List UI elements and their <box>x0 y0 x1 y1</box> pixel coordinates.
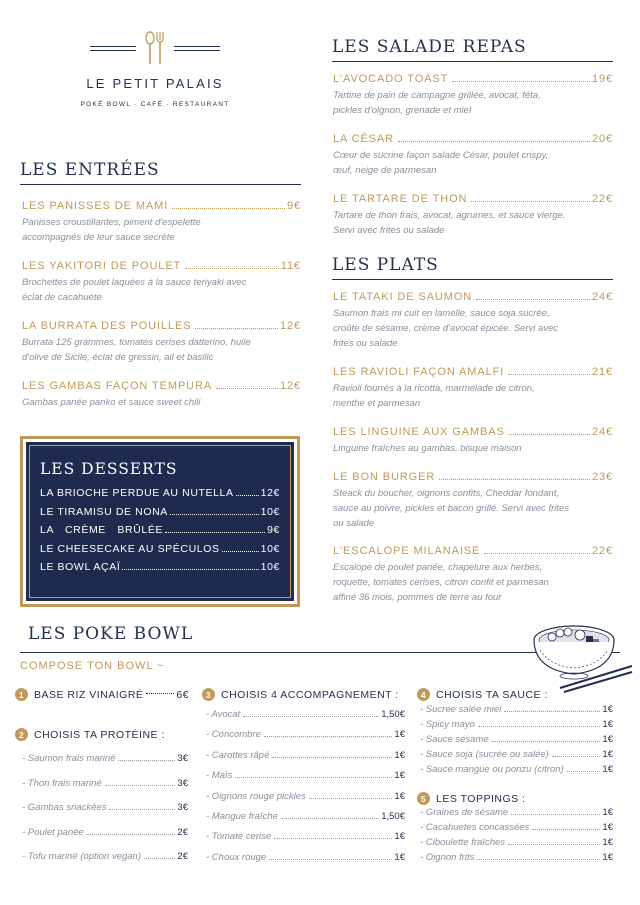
logo-rule-right <box>174 46 220 51</box>
option-price: 3€ <box>177 777 188 789</box>
dish-desc: Panisses croustillantes, piment d'espelette <box>22 217 201 228</box>
option-price: 3€ <box>177 753 188 764</box>
option-price: 1€ <box>602 734 613 745</box>
list-item <box>22 851 188 876</box>
dish-price: 12€ <box>279 380 301 392</box>
plat-item <box>333 545 613 605</box>
option-price: 1€ <box>394 831 405 843</box>
option-name: - Sauce soja (sucrée ou salée) <box>420 749 549 760</box>
salades-title: LES SALADE REPAS <box>332 37 613 62</box>
dish-price: 19€ <box>591 73 613 85</box>
toppings-list <box>420 807 613 867</box>
option-name: - Sucree salée miel <box>420 704 502 715</box>
dessert-item <box>40 543 280 562</box>
dish-desc: Linguine fraîches au gambas, bisque maison <box>333 443 522 454</box>
salade-item <box>333 193 613 238</box>
list-item <box>420 822 613 837</box>
option-name: - Oignons rouge pickles <box>206 790 306 802</box>
dish-price: 22€ <box>591 545 613 557</box>
dish-name: LE BON BURGER <box>333 471 436 483</box>
restaurant-name: LE PETIT PALAIS <box>86 76 224 91</box>
salade-item <box>333 73 613 118</box>
option-price: 1€ <box>394 770 405 782</box>
option-name: - Ciboulette fraîches <box>420 837 506 848</box>
dish-desc: Gambas panée panko et sauce sweet chili <box>22 397 201 408</box>
plat-item <box>333 291 613 351</box>
option-name: - Concombre <box>206 729 261 741</box>
option-price: 1€ <box>394 729 405 741</box>
dish-price: 22€ <box>591 193 613 205</box>
list-item <box>206 729 405 749</box>
poke-title: LES POKE BOWL <box>28 624 194 644</box>
plat-item <box>333 366 613 411</box>
option-price: 2€ <box>177 851 188 862</box>
step-label: BASE RIZ VINAIGRÉ <box>34 688 144 701</box>
dish-name: LE TATAKI DE SAUMON <box>333 291 473 303</box>
logo <box>60 30 250 108</box>
option-name: - Poulet panée <box>22 826 84 838</box>
step-label: CHOISIS 4 ACCOMPAGNEMENT : <box>221 688 399 701</box>
step-number: 4 <box>417 688 430 701</box>
list-item <box>206 831 405 851</box>
option-price: 1€ <box>394 851 405 863</box>
dish-price: 11€ <box>280 260 301 272</box>
dish-name: L'ESCALOPE MILANAISE <box>333 545 481 557</box>
option-price: 3€ <box>177 802 188 813</box>
dish-name: LE TARTARE DE THON <box>333 193 468 205</box>
option-price: 1€ <box>602 704 613 715</box>
dessert-item <box>40 506 280 525</box>
dish-price: 12€ <box>279 320 301 332</box>
option-price: 1€ <box>394 749 405 761</box>
dish-desc: œuf, neige de parmesan <box>333 165 437 176</box>
dessert-price: 12€ <box>260 487 280 499</box>
entree-item <box>22 260 301 305</box>
dish-desc: d'olive de Sicile, éclat de gressin, ail et basilic <box>22 352 214 363</box>
dish-desc: roquette, tomates cerises, citron confit et parmesan <box>333 577 549 588</box>
list-item <box>420 837 613 852</box>
option-price: 1,50€ <box>381 810 405 822</box>
entree-item <box>22 380 301 410</box>
dish-price: 24€ <box>591 426 613 438</box>
option-name: - Cacahuetes concassées <box>420 822 530 833</box>
dessert-price: 10€ <box>260 505 280 518</box>
option-price: 1€ <box>602 837 613 848</box>
dessert-item <box>40 524 280 543</box>
option-name: - Mangue fraîche <box>206 810 278 822</box>
option-price: 1€ <box>602 719 613 730</box>
step-label: LES TOPPINGS : <box>436 792 526 805</box>
option-name: - Sauce mangue ou ponzu (citron) <box>420 764 564 775</box>
option-price: 1€ <box>602 764 613 775</box>
desserts-title: LES DESSERTS <box>40 460 178 478</box>
option-price: 1€ <box>394 790 405 802</box>
step-number: 1 <box>15 688 28 701</box>
poke-step-toppings <box>417 792 525 805</box>
option-name: - Spicy mayo <box>420 719 475 730</box>
dish-price: 23€ <box>591 471 613 483</box>
list-item <box>206 770 405 790</box>
dessert-item <box>40 561 280 580</box>
poke-bowl-illustration <box>530 618 634 694</box>
dish-desc: sauce au poivre, pickles et bacon grillé. Servi avec frites <box>333 503 570 514</box>
option-name: - Oignon frits <box>420 852 475 863</box>
option-price: 1€ <box>602 807 613 818</box>
list-item <box>420 852 613 867</box>
option-price: 2€ <box>177 826 188 838</box>
dessert-item <box>40 487 280 506</box>
dessert-name: LE CHEESECAKE AU SPÉCULOS <box>40 542 220 555</box>
restaurant-tagline: POKÉ BOWL · CAFÉ · RESTAURANT <box>80 101 230 108</box>
dish-desc: Burrata 125 grammes, tomates cerises datterino, huile <box>22 337 251 348</box>
option-name: - Sauce sésame <box>420 734 489 745</box>
dish-name: LES RAVIOLI FAÇON AMALFI <box>333 366 505 378</box>
option-price: 1,50€ <box>381 709 405 720</box>
sauce-list <box>420 704 613 779</box>
dish-name: LA BURRATA DES POUILLES <box>22 320 192 332</box>
list-item <box>420 749 613 764</box>
dish-price: 20€ <box>591 133 613 145</box>
list-item <box>206 750 405 770</box>
option-name: - Saumon frais mariné <box>22 753 116 764</box>
step-label: CHOISIS TA PROTÉINE : <box>34 728 165 741</box>
step-number: 2 <box>15 728 28 741</box>
entrees-title: LES ENTRÉES <box>20 160 301 185</box>
dish-desc: croûte de sésame, crème d'avocat épicée. Servi avec <box>333 323 559 334</box>
list-item <box>22 753 188 778</box>
poke-subtitle: COMPOSE TON BOWL ~ <box>20 660 165 672</box>
dish-desc: menthe et parmesan <box>333 398 421 409</box>
list-item <box>420 764 613 779</box>
dish-desc: Escalope de poulet panée, chapelure aux herbes, <box>333 562 543 573</box>
poke-step-protein <box>15 728 165 741</box>
dish-name: LA CÉSAR <box>333 133 395 145</box>
list-item <box>206 709 405 729</box>
dish-desc: affiné 36 mois, pommes de terre au four <box>333 592 502 603</box>
dish-name: LES LINGUINE AUX GAMBAS <box>333 426 505 438</box>
dish-price: 21€ <box>591 366 613 378</box>
option-name: - Gambas snackées <box>22 802 107 813</box>
fork-spoon-icon <box>143 30 167 66</box>
list-item <box>420 719 613 734</box>
option-price: 1€ <box>602 852 613 863</box>
dish-desc: Ravioli fourrés à la ricotta, marmelade de citron, <box>333 383 535 394</box>
dish-desc: Cœur de sucrine façon salade César, poulet crispy, <box>333 150 549 161</box>
dish-desc: Servi avec frites ou salade <box>333 225 445 236</box>
dish-desc: Tartare de thon frais, avocat, agrumes, et sauce vierge. <box>333 210 566 221</box>
dish-desc: Steack du boucher, oignons confits, Cheddar fondant, <box>333 488 560 499</box>
dish-desc: Saumon frais mi cuit en lamelle, sauce soja sucrée, <box>333 308 550 319</box>
plat-item <box>333 471 613 531</box>
step-label: CHOISIS TA SAUCE : <box>436 688 548 701</box>
list-item <box>420 704 613 719</box>
option-name: - Choux rouge <box>206 851 267 863</box>
list-item <box>206 791 405 811</box>
option-name: - Carottes râpé <box>206 749 270 761</box>
step-number: 5 <box>417 792 430 805</box>
dish-desc: pickles d'oignon, grenade et miel <box>333 105 472 116</box>
dish-name: LES GAMBAS FAÇON TEMPURA <box>22 380 213 392</box>
dessert-name: LE BOWL AÇAÏ <box>40 561 121 573</box>
list-item <box>420 807 613 822</box>
option-name: - Tomate cerise <box>206 831 272 843</box>
step-number: 3 <box>202 688 215 701</box>
dish-desc: éclat de cacahuète <box>22 292 102 303</box>
dessert-price: 9€ <box>267 524 280 536</box>
logo-rule-left <box>90 46 136 51</box>
dish-desc: Brochettes de poulet laquées à la sauce teriyaki avec <box>22 277 247 288</box>
entree-item <box>22 320 301 365</box>
dish-price: 9€ <box>286 200 301 212</box>
poke-step-accompagnement <box>202 688 399 701</box>
option-price: 1€ <box>602 822 613 833</box>
option-name: - Maïs <box>206 770 233 782</box>
poke-step-base <box>15 688 189 701</box>
dish-desc: ou salade <box>333 518 375 529</box>
dessert-price: 10€ <box>260 561 280 573</box>
dish-desc: frites ou salade <box>333 338 398 349</box>
dish-name: LES PANISSES DE MAMI <box>22 200 169 212</box>
list-item <box>206 852 405 872</box>
option-name: - Graines de sésame <box>420 807 509 818</box>
list-item <box>420 734 613 749</box>
desserts-box <box>20 436 300 607</box>
list-item <box>206 811 405 831</box>
option-name: - Tofu mariné (option vegan) <box>22 851 141 862</box>
dish-name: L'AVOCADO TOAST <box>333 73 449 85</box>
option-price: 1€ <box>602 749 613 760</box>
dessert-name: LE TIRAMISU DE NONA <box>40 505 168 518</box>
step-price: 6€ <box>176 688 189 701</box>
list-item <box>22 778 188 803</box>
poke-step-sauce <box>417 688 548 701</box>
option-name: - Thon frais mariné <box>22 777 102 789</box>
accompagnement-list <box>206 709 405 872</box>
dessert-name: LA CRÈME BRÛLÉE <box>40 524 164 536</box>
dish-desc: accompagnés de leur sauce secrète <box>22 232 175 243</box>
dish-desc: Tartine de pain de campagne grillée, avocat, féta, <box>333 90 541 101</box>
dish-price: 24€ <box>591 291 613 303</box>
dish-name: LES YAKITORI DE POULET <box>22 260 182 272</box>
list-item <box>22 827 188 852</box>
dessert-name: LA BRIOCHE PERDUE AU NUTELLA <box>40 487 234 499</box>
entree-item <box>22 200 301 245</box>
plat-item <box>333 426 613 456</box>
plats-title: LES PLATS <box>332 255 613 280</box>
list-item <box>22 802 188 827</box>
dessert-price: 10€ <box>260 542 280 555</box>
option-name: - Avocat <box>206 709 241 720</box>
salade-item <box>333 133 613 178</box>
protein-list <box>22 753 188 876</box>
